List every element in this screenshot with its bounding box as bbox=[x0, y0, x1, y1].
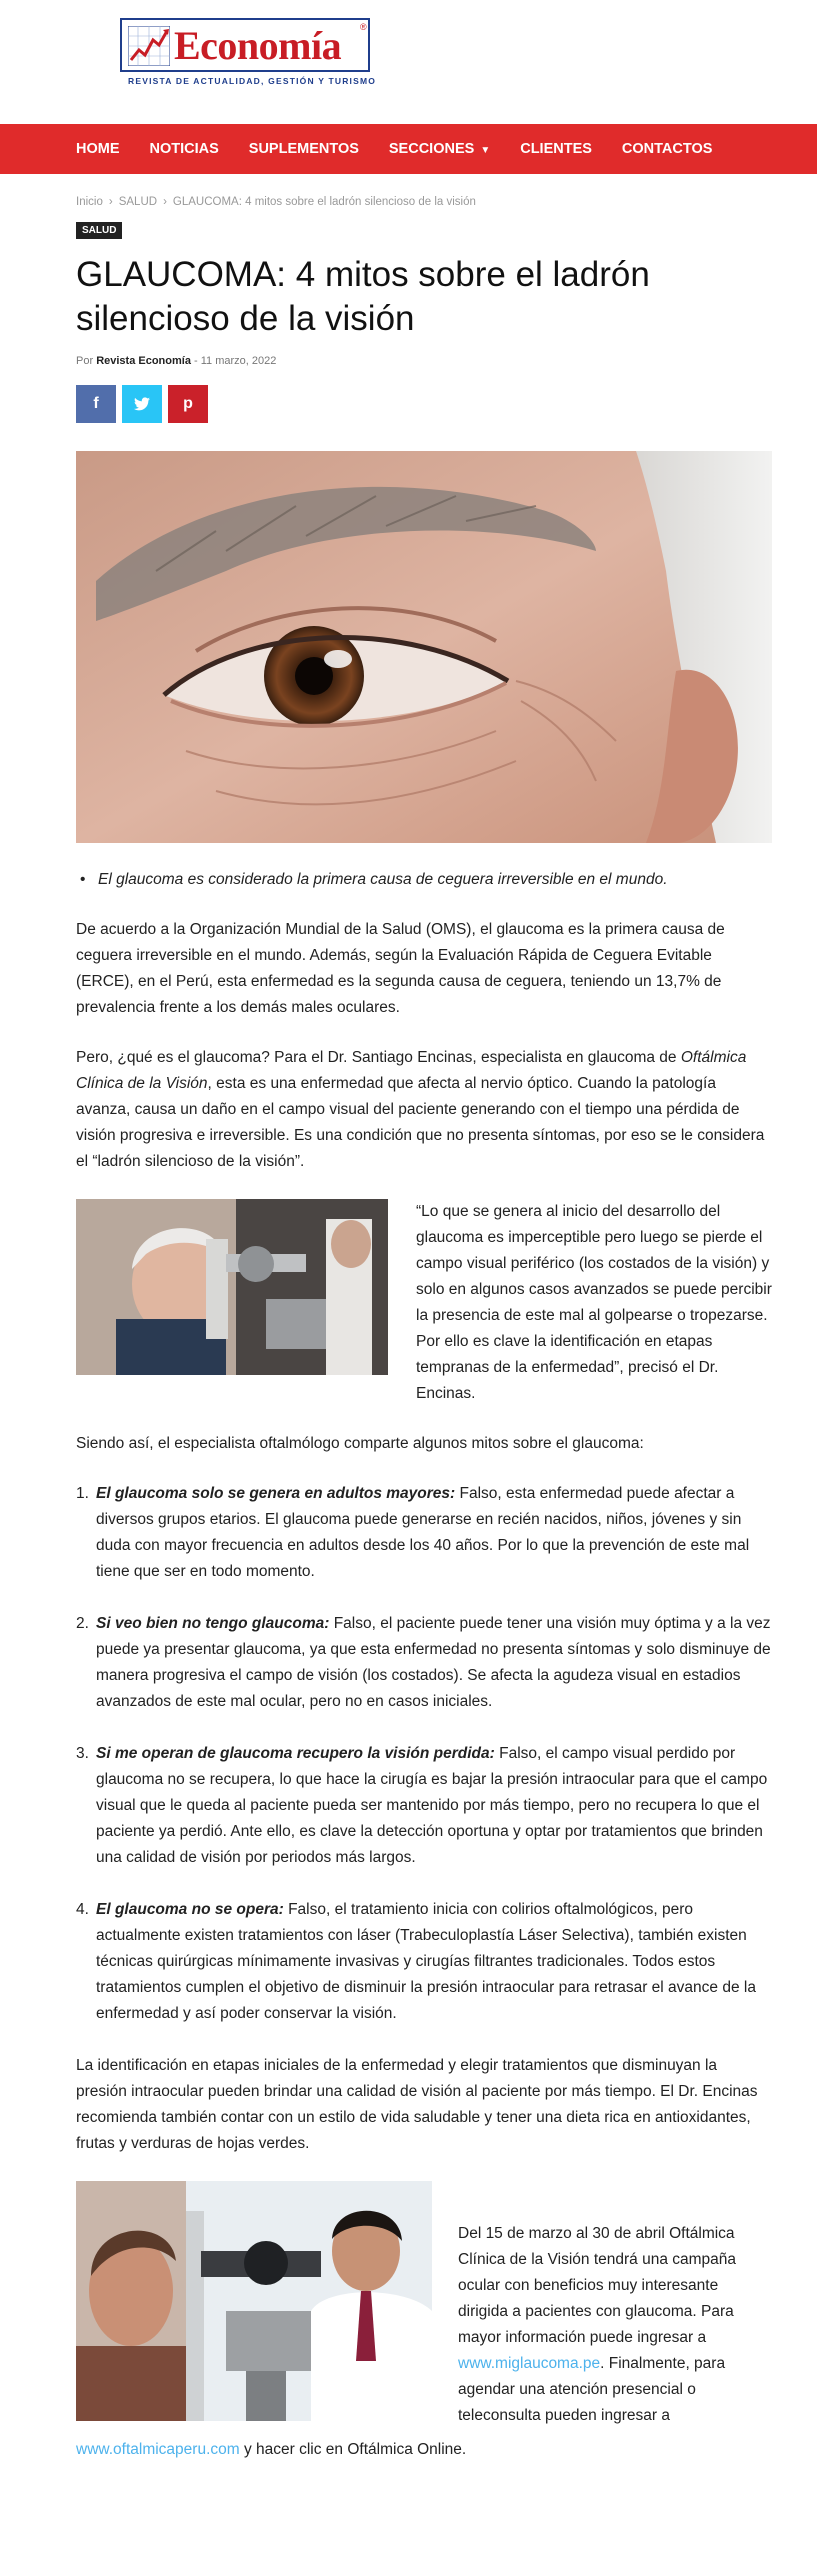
nav-item-home[interactable]: HOME bbox=[76, 141, 120, 157]
breadcrumb-section[interactable]: SALUD bbox=[118, 196, 158, 208]
twitter-icon bbox=[134, 397, 150, 411]
miglaucoma-link[interactable]: www.miglaucoma.pe bbox=[458, 2355, 601, 2372]
myth-text: Falso, el campo visual perdido por glaucoma no se recupera, lo que hace la cirugía es bajar la presión intraocular para que el campo visual que le queda al paciente pueda ser mantenido por más tiempo, pero no recupera lo que el paciente ya perdió. Ante ello, es clave la detección oportuna y optar por tratamientos que brinden una calidad de visión por periodos más largos. bbox=[96, 1745, 768, 1866]
article-body bbox=[76, 867, 772, 2477]
main-nav bbox=[0, 124, 817, 174]
eye-closeup-image bbox=[76, 451, 772, 843]
logo-frame bbox=[120, 18, 370, 72]
p4-part-c: y hacer clic en Oftálmica Online. bbox=[239, 2441, 467, 2458]
myth-title: El glaucoma no se opera: bbox=[96, 1901, 284, 1918]
myth-item bbox=[76, 1741, 772, 1871]
breadcrumb bbox=[76, 196, 772, 208]
paragraph-que-es bbox=[76, 1045, 772, 1175]
myth-number: 1. bbox=[76, 1485, 89, 1502]
campaign-block bbox=[76, 2181, 772, 2477]
eye-exam-image bbox=[76, 1199, 388, 1375]
summary-bullet: • El glaucoma es considerado la primera causa de ceguera irreversible en el mundo. bbox=[76, 867, 772, 893]
oftalmicaperu-link[interactable]: www.oftalmicaperu.com bbox=[76, 2441, 240, 2458]
nav-item-contactos[interactable]: CONTACTOS bbox=[621, 141, 713, 157]
site-header bbox=[0, 0, 817, 124]
chevron-right-icon: › bbox=[163, 196, 167, 208]
logo-registered-mark: ® bbox=[360, 22, 367, 32]
clinic-name: Oftálmica Clínica de la Visión bbox=[76, 1049, 747, 1092]
p2-part-a: Pero, ¿qué es el glaucoma? Para el Dr. Santiago Encinas, especialista en glaucoma de bbox=[76, 1049, 681, 1066]
logo-word: Economía bbox=[174, 23, 342, 68]
doctor-exam-image bbox=[76, 2181, 432, 2421]
nav-item-secciones[interactable] bbox=[389, 141, 490, 157]
doctor-slit-lamp-image bbox=[76, 2181, 432, 2421]
myth-number: 3. bbox=[76, 1745, 89, 1762]
myth-item bbox=[76, 1611, 772, 1715]
pinterest-icon: p bbox=[183, 395, 193, 412]
myth-item bbox=[76, 1897, 772, 2027]
nav-item-clientes[interactable]: CLIENTES bbox=[520, 141, 592, 157]
myth-number: 4. bbox=[76, 1901, 89, 1918]
pinterest-share-button[interactable] bbox=[168, 385, 208, 423]
breadcrumb-current: GLAUCOMA: 4 mitos sobre el ladrón silencioso de la visión bbox=[172, 196, 476, 208]
myth-item bbox=[76, 1481, 772, 1585]
logo-tagline: REVISTA DE ACTUALIDAD, GESTIÓN Y TURISMO bbox=[128, 76, 377, 86]
meta-by: Por bbox=[76, 355, 94, 367]
meta-author[interactable]: Revista Economía bbox=[96, 355, 191, 367]
category-badge[interactable]: SALUD bbox=[76, 222, 122, 239]
myth-text: Falso, el paciente puede tener una visión muy óptima y a la vez puede ya presentar glaucoma, ya que esta enfermedad no presenta síntomas y solo disminuye de manera progresiva el campo de visión (los costados). Se afecta la agudeza visual en estadios avanzados de este mal ocular, pero no en casos iniciales. bbox=[96, 1615, 771, 1710]
campaign-text-continued bbox=[76, 2437, 772, 2463]
quote-block bbox=[76, 1199, 772, 1407]
campaign-text bbox=[458, 2221, 772, 2429]
myths-list bbox=[76, 1481, 772, 2027]
p2-part-b: , esta es una enfermedad que afecta al nervio óptico. Cuando la patología avanza, causa un daño en el campo visual del paciente generando con el tiempo una pérdida de visión progresiva e irreversible. Es una condición que no presenta síntomas, por eso se le considera el “ladrón silencioso de la visión”. bbox=[76, 1075, 765, 1170]
nav-item-secciones-label: SECCIONES bbox=[388, 141, 475, 157]
myth-text: Falso, esta enfermedad puede afectar a diversos grupos etarios. El glaucoma puede generarse en recién nacidos, niños, jóvenes y sin duda con mayor frecuencia en adultos desde los 40 años. Por lo que la prevención de este mal tiene que ser en todo momento. bbox=[96, 1485, 750, 1580]
breadcrumb-home[interactable]: Inicio bbox=[76, 196, 103, 208]
nav-list bbox=[0, 124, 817, 174]
paragraph-oms: De acuerdo a la Organización Mundial de la Salud (OMS), el glaucoma es la primera causa de ceguera irreversible en el mundo. Además, según la Evaluación Rápida de Ceguera Evitable (ERCE), en el Perú, esta enfermedad es la segunda causa de ceguera, teniendo un 13,7% de prevalencia frente a los demás males oculares. bbox=[76, 921, 725, 1016]
myth-title: Si me operan de glaucoma recupero la visión perdida: bbox=[96, 1745, 495, 1762]
p4-part-a: Del 15 de marzo al 30 de abril Oftálmica Clínica de la Visión tendrá una campaña ocular con beneficios muy interesante dirigida a pacientes con glaucoma. Para mayor información puede ingresar a bbox=[458, 2225, 737, 2346]
article-title: GLAUCOMA: 4 mitos sobre el ladrón silencioso de la visión bbox=[76, 255, 650, 338]
nav-item-noticias[interactable]: NOTICIAS bbox=[149, 141, 219, 157]
site-logo[interactable] bbox=[120, 18, 377, 88]
chevron-right-icon: › bbox=[108, 196, 113, 208]
article-meta bbox=[76, 355, 772, 367]
myth-number: 2. bbox=[76, 1615, 89, 1632]
p4-part-b: . Finalmente, para agendar una atención presencial o teleconsulta pueden ingresar a bbox=[458, 2355, 726, 2424]
twitter-share-button[interactable] bbox=[122, 385, 162, 423]
meta-date: 11 marzo, 2022 bbox=[200, 355, 277, 367]
nav-item-suplementos[interactable]: SUPLEMENTOS bbox=[248, 141, 359, 157]
myth-text: Falso, el tratamiento inicia con colirios oftalmológicos, pero actualmente existen tratamientos con láser (Trabeculoplastía Láser Selectiva), también existen técnicas quirúrgicas mínimamente invasivas y cirugías filtrantes tradicionales. Todos estos tratamientos cumplen el objetivo de disminuir la presión intraocular para retrasar el avance de la enfermedad y así poder conservar la visión. bbox=[96, 1901, 756, 2022]
facebook-icon: f bbox=[93, 395, 99, 412]
article-main bbox=[76, 174, 772, 2477]
paragraph-recomendaciones: La identificación en etapas iniciales de la enfermedad y elegir tratamientos que disminuyan la presión intraocular pueden brindar una calidad de visión al paciente por más tiempo. El Dr. Encinas recomienda también contar con un estilo de vida saludable y tener una dieta rica en antioxidantes, frutas y verduras de hojas verdes. bbox=[76, 2057, 758, 2152]
share-buttons bbox=[76, 385, 772, 423]
patient-slit-lamp-image bbox=[76, 1199, 388, 1375]
facebook-share-button[interactable] bbox=[76, 385, 116, 423]
doctor-quote: “Lo que se genera al inicio del desarrollo del glaucoma es imperceptible pero luego se pierde el campo visual periférico (los costados de la visión) y solo en algunos casos avanzados se puede percibir la presencia de este mal al golpearse o tropezarse. Por ello es clave la identificación en etapas tempranas de la enfermedad”, precisó el Dr. Encinas. bbox=[416, 1203, 772, 1402]
myth-title: El glaucoma solo se genera en adultos mayores: bbox=[96, 1485, 456, 1502]
chart-icon bbox=[128, 26, 170, 66]
myth-title: Si veo bien no tengo glaucoma: bbox=[96, 1615, 330, 1632]
meta-separator: - bbox=[194, 355, 198, 367]
chevron-down-icon: ▼ bbox=[480, 145, 491, 156]
hero-image-eye bbox=[76, 451, 772, 843]
paragraph-intro-mitos: Siendo así, el especialista oftalmólogo comparte algunos mitos sobre el glaucoma: bbox=[76, 1435, 644, 1452]
